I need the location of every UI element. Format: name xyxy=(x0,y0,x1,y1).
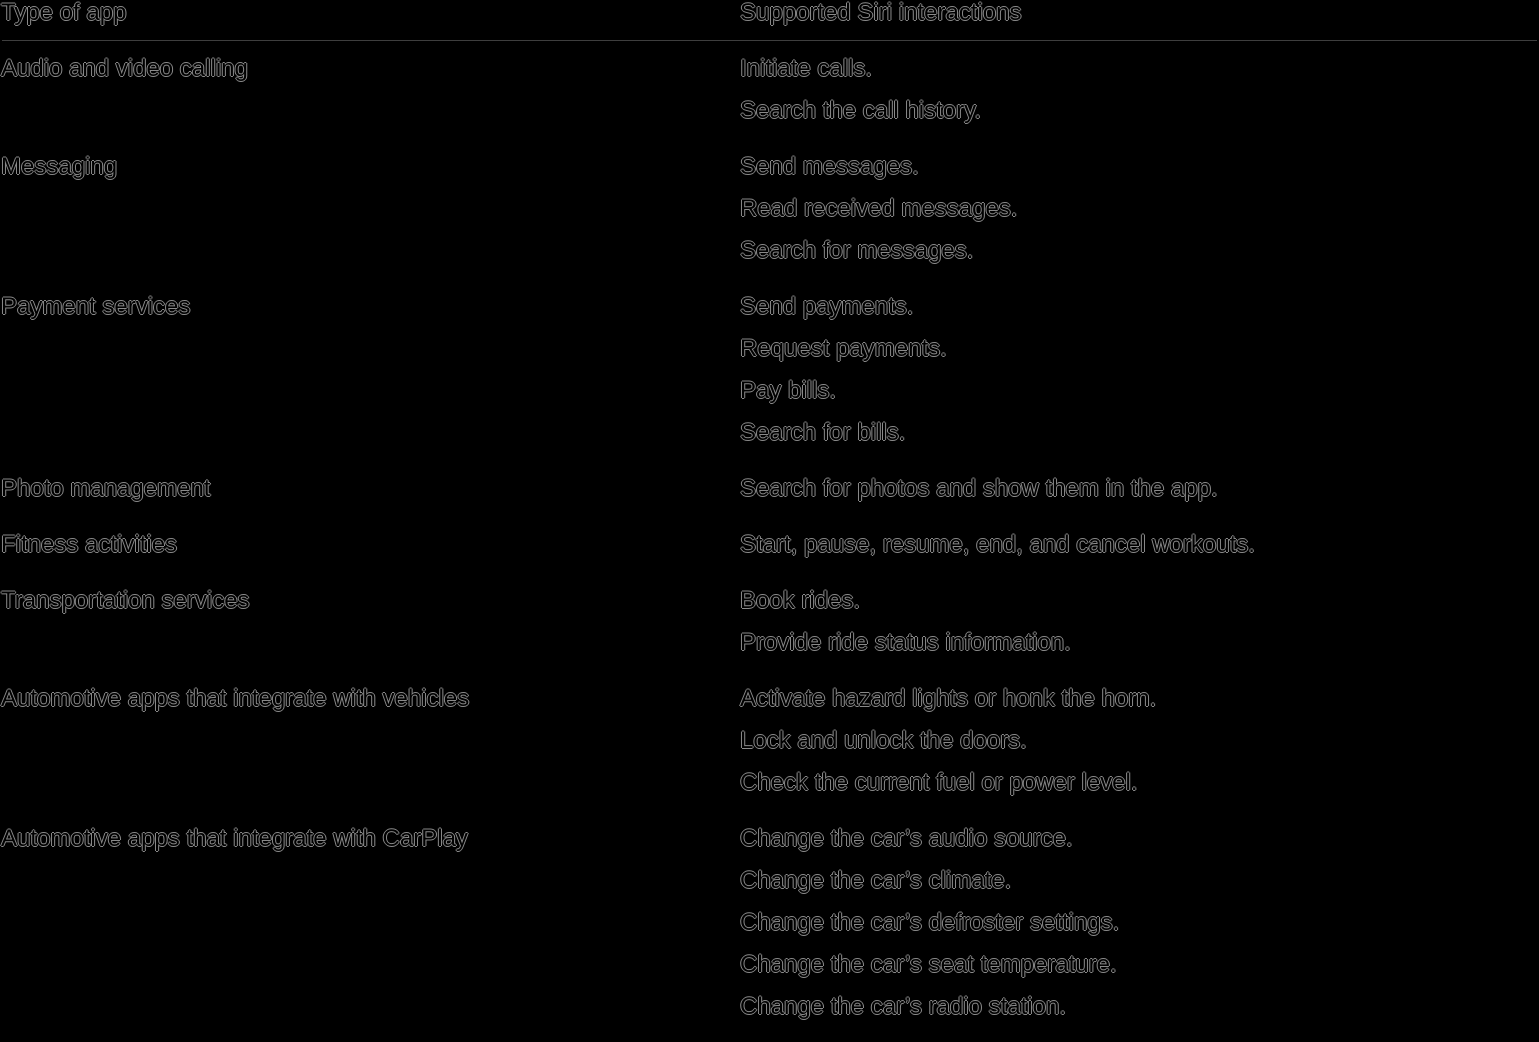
app-type-cell: Payment services xyxy=(1,293,191,320)
header-divider xyxy=(2,40,1537,41)
table-body xyxy=(0,48,1539,1042)
interaction-item: Request payments. xyxy=(740,335,947,362)
interaction-item: Book rides. xyxy=(740,587,861,614)
interactions-cell xyxy=(740,818,1539,1028)
interaction-item: Change the car’s radio station. xyxy=(740,993,1066,1020)
app-type-cell: Photo management xyxy=(1,475,211,502)
interaction-item: Change the car’s defroster settings. xyxy=(740,909,1120,936)
interaction-item: Lock and unlock the doors. xyxy=(740,727,1027,754)
app-type-cell: Fitness activities xyxy=(1,531,178,558)
app-type-cell: Messaging xyxy=(1,153,118,180)
table-row xyxy=(0,48,1539,132)
interaction-item: Search for messages. xyxy=(740,237,974,264)
header-type-of-app: Type of app xyxy=(1,0,127,26)
table-header xyxy=(0,0,1539,34)
table-row xyxy=(0,678,1539,804)
header-supported-interactions: Supported Siri interactions xyxy=(740,0,1022,26)
interactions-cell xyxy=(740,286,1539,454)
app-type-cell: Automotive apps that integrate with CarPlay xyxy=(1,825,468,852)
interaction-item: Read received messages. xyxy=(740,195,1018,222)
interaction-item: Send messages. xyxy=(740,153,919,180)
app-type-cell: Transportation services xyxy=(1,587,250,614)
table-row xyxy=(0,580,1539,664)
interaction-item: Search the call history. xyxy=(740,97,981,124)
interaction-item: Provide ride status information. xyxy=(740,629,1071,656)
interaction-item: Start, pause, resume, end, and cancel workouts. xyxy=(740,531,1255,558)
app-type-cell: Audio and video calling xyxy=(1,55,248,82)
table-row xyxy=(0,524,1539,566)
app-type-cell: Automotive apps that integrate with vehicles xyxy=(1,685,470,712)
table-row xyxy=(0,146,1539,272)
interactions-cell xyxy=(740,48,1539,132)
interaction-item: Search for photos and show them in the app. xyxy=(740,475,1218,502)
interactions-cell xyxy=(740,468,1539,510)
interaction-item: Send payments. xyxy=(740,293,914,320)
interaction-item: Change the car’s climate. xyxy=(740,867,1012,894)
interactions-cell xyxy=(740,580,1539,664)
interaction-item: Initiate calls. xyxy=(740,55,873,82)
table-row xyxy=(0,286,1539,454)
interactions-cell xyxy=(740,678,1539,804)
interaction-item: Change the car’s audio source. xyxy=(740,825,1073,852)
interaction-item: Activate hazard lights or honk the horn. xyxy=(740,685,1157,712)
interaction-item: Check the current fuel or power level. xyxy=(740,769,1138,796)
table-row xyxy=(0,818,1539,1028)
interactions-cell xyxy=(740,146,1539,272)
table-row xyxy=(0,468,1539,510)
interaction-item: Search for bills. xyxy=(740,419,906,446)
interactions-cell xyxy=(740,524,1539,566)
interaction-item: Pay bills. xyxy=(740,377,837,404)
interaction-item: Change the car’s seat temperature. xyxy=(740,951,1117,978)
